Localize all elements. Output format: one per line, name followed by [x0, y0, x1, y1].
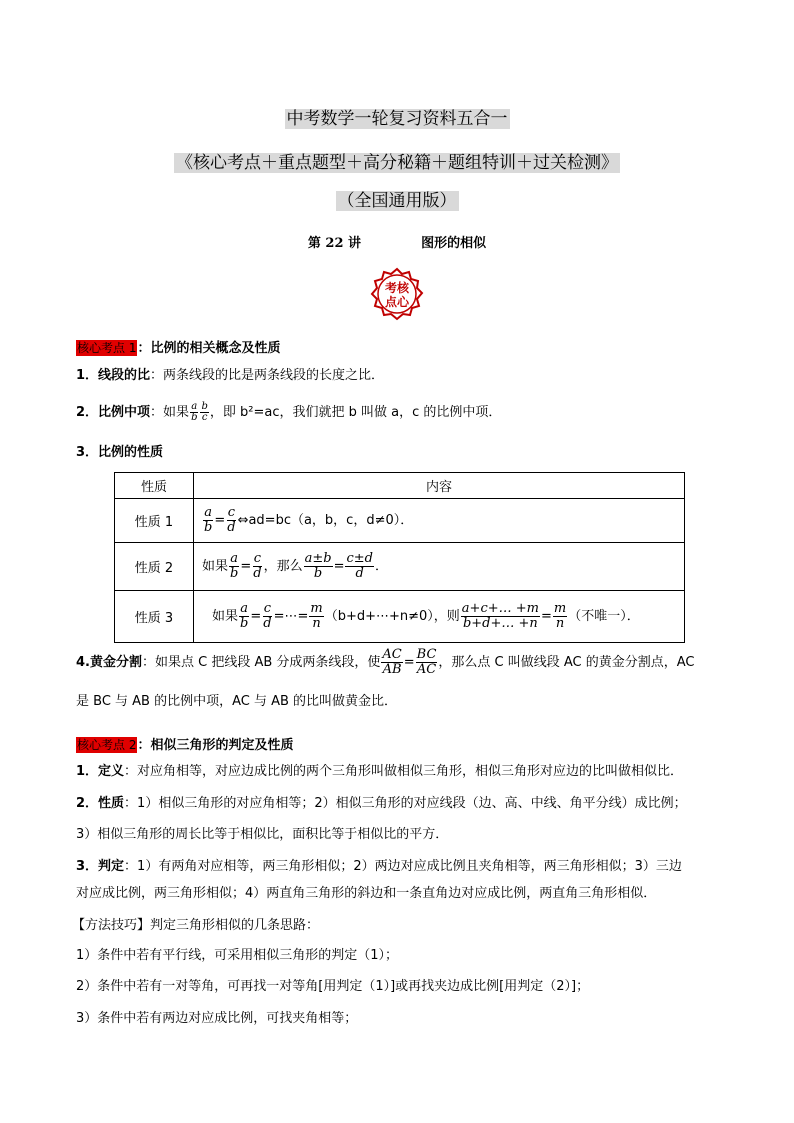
row3-content: 如果 $\frac{a}{b}$ = $\frac{c}{d}$ =⋯= $\frac{m}{n}$ （b+d+⋯+n≠0），则 $\frac{a+c+\dots +m}{b+d+\dots +n}$ = $\frac{m}{n}$ （不唯一）． — [194, 591, 685, 643]
row3-name: 性质 3 — [115, 591, 194, 643]
row2-content: 如果 $\frac{a}{b}$ = $\frac{c}{d}$ ，那么 $\frac{a\pm b}{b}$ = $\frac{c\pm d}{d}$ ． — [194, 543, 685, 591]
golden-pre: ：如果点 C 把线段 AB 分成两条线段，使 — [141, 655, 381, 670]
row2-name: 性质 2 — [115, 543, 194, 591]
section1-tag: 核心考点 1 — [77, 341, 137, 355]
seal-text-bottom: 点心 — [384, 295, 410, 309]
definition: 1．定义：对应角相等，对应边成比例的两个三角形叫做相似三角形，相似三角形对应边的比叫做相似比． — [76, 764, 684, 779]
seal-text-top: 考核 — [384, 281, 410, 295]
table-header-row — [115, 473, 685, 499]
fraction-a-b: $\frac{a}{b}$ — [191, 401, 198, 423]
properties: 2．性质：1）相似三角形的对应角相等；2）相似三角形的对应线段（边、高、中线、角平分线）成比例； — [76, 796, 687, 811]
item2-pre: ：如果 — [150, 405, 190, 420]
section2-heading — [76, 734, 293, 753]
fraction-b-c: $\frac{b}{c}$ — [201, 401, 208, 423]
seal-stamp-icon — [370, 267, 424, 321]
title-line-1: 中考数学一轮复习资料五合一 — [286, 109, 508, 129]
item2-text: ，即 b²=ac，我们就把 b 叫做 a，c 的比例中项． — [209, 405, 502, 420]
golden-post: ，那么点 C 叫做线段 AC 的黄金分割点，AC — [438, 655, 695, 670]
properties-table — [114, 472, 685, 643]
title-line-2: 《核心考点＋重点题型＋高分秘籍＋题组特训＋过关检测》 — [176, 153, 618, 173]
lecture-heading — [0, 232, 794, 251]
table-header-content: 内容 — [194, 473, 685, 499]
item1-label: 1．线段的比 — [76, 368, 151, 383]
table-row — [115, 499, 685, 543]
method-2: 2）条件中若有一对等角，可再找一对等角[用判定（1）]或再找夹边成比例[用判定（2）]； — [76, 979, 590, 994]
method-1: 1）条件中若有平行线，可采用相似三角形的判定（1）； — [76, 948, 399, 963]
section1-heading — [76, 337, 280, 356]
lecture-title: 图形的相似 — [421, 236, 487, 251]
section2-tag: 核心考点 2 — [77, 738, 137, 752]
judgement: 3．判定：1）有两角对应相等，两三角形相似；2）两边对应成比例且夹角相等，两三角形相似；3）三边 — [76, 859, 682, 874]
golden-label: 4.黄金分割 — [76, 655, 142, 670]
judgement-line2: 对应成比例，两三角形相似；4）两直角三角形的斜边和一条直角边对应成比例，两直角三角形相似． — [76, 886, 657, 901]
fraction-bc-ac: $\frac{BC}{AC}$ — [416, 647, 437, 677]
row1-content: $\frac{a}{b}$ = $\frac{c}{d}$ ⇔ad=bc（a，b，c，d≠0）． — [194, 499, 685, 543]
table-row — [115, 591, 685, 643]
golden-line2: 是 BC 与 AB 的比例中项，AC 与 AB 的比叫做黄金比． — [76, 694, 398, 709]
item2-label: 2．比例中项 — [76, 405, 151, 420]
fraction-ac-ab: $\frac{AC}{AB}$ — [382, 647, 402, 677]
table-header-property: 性质 — [115, 473, 194, 499]
method-3: 3）条件中若有两边对应成比例，可找夹角相等； — [76, 1011, 358, 1026]
section2-title: ：相似三角形的判定及性质 — [137, 738, 294, 753]
item1 — [76, 366, 384, 386]
item3-label: 3．比例的性质 — [76, 445, 164, 460]
section1-title: ：比例的相关概念及性质 — [137, 341, 281, 356]
title-line-3: （全国通用版） — [337, 191, 457, 211]
item2 — [76, 402, 501, 423]
table-row — [115, 543, 685, 591]
item3 — [76, 443, 163, 463]
lecture-number: 第 22 讲 — [307, 236, 362, 251]
golden-section: 4.黄金分割：如果点 C 把线段 AB 分成两条线段，使 $\frac{AC}{AB}$ = $\frac{BC}{AC}$ ，那么点 C 叫做线段 AC 的黄金分割点，AC — [76, 647, 695, 677]
properties-line2: 3）相似三角形的周长比等于相似比，面积比等于相似比的平方． — [76, 827, 449, 842]
row1-name: 性质 1 — [115, 499, 194, 543]
item1-text: ：两条线段的比是两条线段的长度之比． — [150, 368, 385, 383]
method-title: 【方法技巧】判定三角形相似的几条思路： — [72, 918, 320, 933]
